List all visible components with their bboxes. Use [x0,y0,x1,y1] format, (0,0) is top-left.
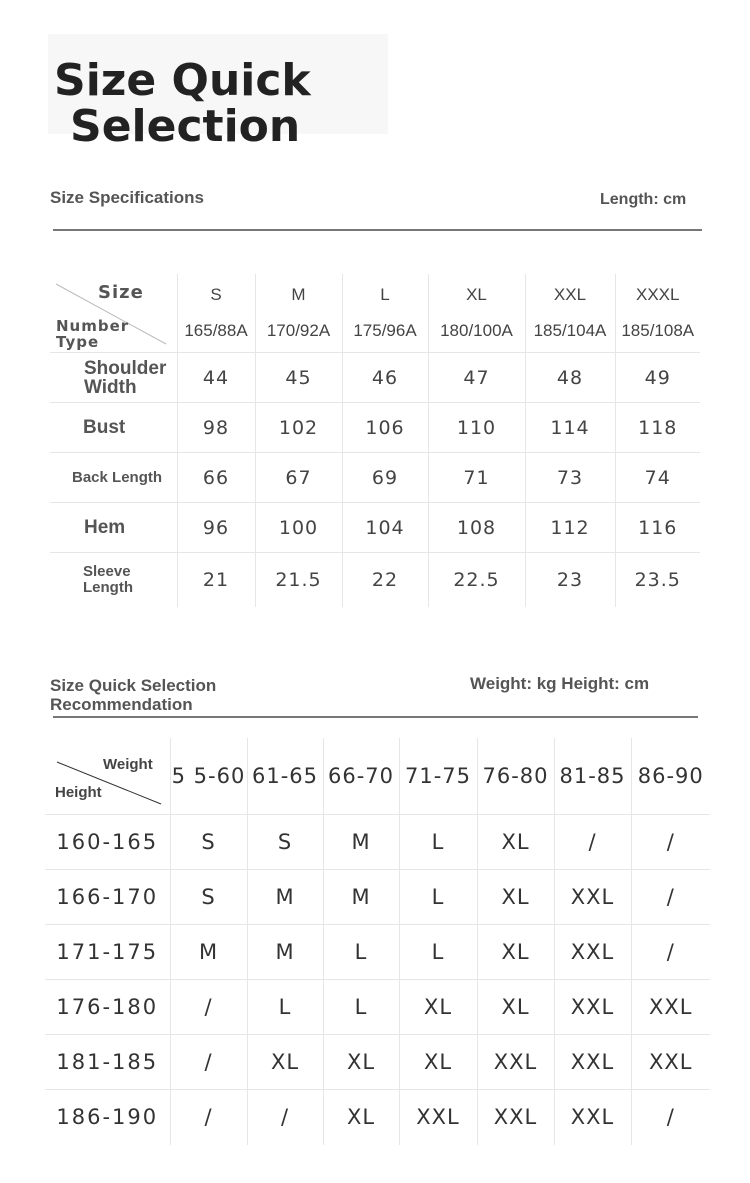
rec-size: L [323,980,399,1035]
spec-value: 46 [342,353,428,403]
spec-value: 71 [428,453,525,503]
weight-range: 81-85 [554,738,631,815]
rec-row [45,870,710,925]
rec-row [45,980,710,1035]
rec-size: S [170,815,247,870]
rec-size: XXL [554,1090,631,1145]
spec-value: 110 [428,403,525,453]
spec-value: 23.5 [615,553,700,607]
spec-row-back-length [50,453,700,503]
size-col-xl [428,274,525,353]
rec-size: / [170,1090,247,1145]
size-col-xxxl [615,274,700,353]
rec-size: XL [477,815,554,870]
rec-size: XXL [554,925,631,980]
size-label: S [210,285,222,304]
spec-value: 112 [525,503,615,553]
number-type: 175/96A [353,321,417,340]
height-range: 181-185 [45,1035,170,1090]
spec-value: 98 [177,403,255,453]
spec-value: 66 [177,453,255,503]
rec-heading: Size Quick Selection Recommendation [50,676,217,714]
spec-value: 96 [177,503,255,553]
spec-value: 21 [177,553,255,607]
spec-row-sleeve-length [50,553,700,607]
size-spec-table [50,274,700,607]
rec-header-row [45,738,710,815]
page-title-line-1: Size Quick [54,55,311,106]
rec-size: L [323,925,399,980]
rec-size: XL [399,1035,477,1090]
rec-size: M [170,925,247,980]
weight-range: 61-65 [247,738,323,815]
spec-value: 73 [525,453,615,503]
rec-size: L [399,925,477,980]
rec-size: L [399,870,477,925]
number-type: 185/104A [533,321,607,340]
rec-size: L [399,815,477,870]
rec-row [45,815,710,870]
rec-size: XXL [554,870,631,925]
height-range: 171-175 [45,925,170,980]
number-type: 180/100A [440,321,513,340]
spec-divider [53,229,702,231]
rec-size: XXL [554,980,631,1035]
size-label: XXXL [636,285,680,304]
corner-height-label: Height [55,784,102,801]
height-range: 160-165 [45,815,170,870]
rec-size: / [554,815,631,870]
spec-value: 100 [255,503,342,553]
spec-value: 67 [255,453,342,503]
rec-size: XXL [554,1035,631,1090]
rec-unit: Weight: kg Height: cm [470,674,650,693]
spec-value: 21.5 [255,553,342,607]
rec-size: S [247,815,323,870]
rec-size: / [170,1035,247,1090]
spec-value: 44 [177,353,255,403]
rec-size: S [170,870,247,925]
number-type: 185/108A [621,321,695,340]
rec-corner-cell [45,738,170,815]
spec-corner-cell [50,274,177,353]
rec-size: XXL [477,1035,554,1090]
rec-size: XL [477,925,554,980]
rec-size: / [631,1090,710,1145]
corner-number-type-text: Number Type [56,317,130,351]
spec-unit: Length: cm [600,191,687,208]
rec-size: XXL [477,1090,554,1145]
height-range: 166-170 [45,870,170,925]
rec-size: M [323,815,399,870]
rec-size: XXL [399,1090,477,1145]
rec-size: / [631,925,710,980]
spec-row-hem [50,503,700,553]
spec-row-label: Back Length [50,453,177,503]
rec-size: M [247,925,323,980]
size-col-xxl [525,274,615,353]
page-title [54,55,311,152]
rec-row [45,1090,710,1145]
height-range: 176-180 [45,980,170,1035]
rec-size: L [247,980,323,1035]
spec-row-label: Shoulder Width [50,353,177,403]
rec-size: XL [477,870,554,925]
rec-size: M [323,870,399,925]
size-label: XL [466,285,487,304]
rec-size: XXL [631,980,710,1035]
size-label: L [380,285,390,304]
size-label: XXL [553,285,587,304]
height-range: 186-190 [45,1090,170,1145]
number-type: 165/88A [184,321,248,340]
spec-row-shoulder-width [50,353,700,403]
rec-size: M [247,870,323,925]
spec-row-label: Hem [50,503,177,553]
spec-value: 118 [615,403,700,453]
spec-value: 69 [342,453,428,503]
spec-header-row [50,274,700,353]
weight-range: 66-70 [323,738,399,815]
weight-range: 5 5-60 [170,738,247,815]
rec-size: XL [247,1035,323,1090]
spec-value: 116 [615,503,700,553]
rec-size: XL [323,1090,399,1145]
rec-size: / [170,980,247,1035]
weight-range: 76-80 [477,738,554,815]
size-col-s [177,274,255,353]
spec-value: 45 [255,353,342,403]
page-title-line-2: Selection [70,101,301,152]
rec-row [45,925,710,980]
spec-row-label: Bust [50,403,177,453]
number-type: 170/92A [266,321,331,340]
spec-value: 102 [255,403,342,453]
spec-heading: Size Specifications [50,188,204,207]
diagonal-divider [45,738,170,814]
spec-value: 49 [615,353,700,403]
size-recommendation-table [45,738,710,1145]
spec-value: 48 [525,353,615,403]
corner-number-type-label [56,317,130,351]
rec-divider [53,716,698,718]
spec-row-bust [50,403,700,453]
size-label: M [291,285,306,304]
spec-value: 22.5 [428,553,525,607]
weight-range: 86-90 [631,738,710,815]
spec-value: 108 [428,503,525,553]
rec-row [45,1035,710,1090]
spec-row-label: Sleeve Length [50,553,177,607]
rec-size: / [247,1090,323,1145]
spec-value: 23 [525,553,615,607]
rec-size: XXL [631,1035,710,1090]
spec-value: 22 [342,553,428,607]
spec-value: 114 [525,403,615,453]
rec-size: / [631,870,710,925]
spec-value: 74 [615,453,700,503]
weight-range: 71-75 [399,738,477,815]
spec-value: 106 [342,403,428,453]
spec-value: 47 [428,353,525,403]
corner-weight-label: Weight [103,756,153,773]
rec-size: XL [477,980,554,1035]
size-col-m [255,274,342,353]
size-col-l [342,274,428,353]
corner-size-label: Size [98,282,144,303]
rec-size: XL [399,980,477,1035]
rec-size: / [631,815,710,870]
rec-size: XL [323,1035,399,1090]
spec-value: 104 [342,503,428,553]
